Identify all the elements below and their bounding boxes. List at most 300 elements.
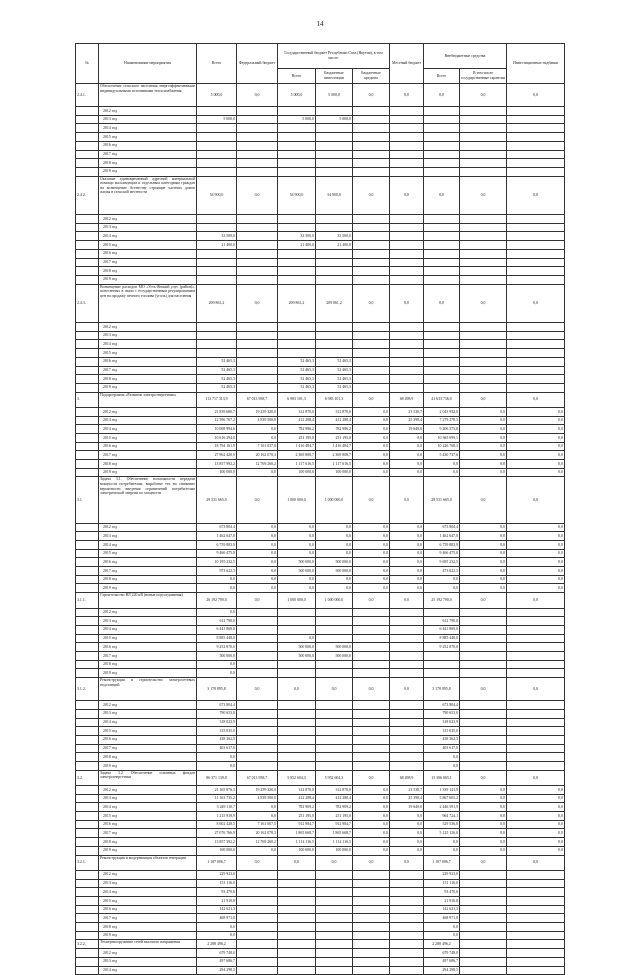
row-year: 2014 год	[99, 124, 197, 133]
local-cell: 0,0	[390, 558, 424, 567]
extra-total-cell	[424, 159, 460, 168]
budget-credits-cell: 0,0	[353, 532, 390, 541]
budget-investments-cell: 52 465,3	[316, 383, 353, 392]
row-year: 2019 год	[99, 669, 197, 678]
extra-total-cell	[424, 669, 460, 678]
budget-credits-cell	[353, 949, 390, 958]
federal-cell	[237, 340, 278, 349]
row-code	[76, 523, 99, 532]
budget-credits-cell	[353, 727, 390, 736]
row-code: 3.2.2.	[76, 940, 99, 949]
table-row-year	[76, 258, 565, 267]
extra-guarantees-cell: 0,0	[460, 434, 507, 443]
local-cell	[390, 625, 424, 634]
row-code: 3.2.	[76, 770, 99, 785]
state-total-cell	[278, 761, 316, 770]
total-cell	[197, 159, 237, 168]
investor-cell	[507, 879, 565, 888]
row-code: 3.1.	[76, 477, 99, 523]
federal-cell	[237, 949, 278, 958]
budget-credits-cell	[353, 905, 390, 914]
budget-credits-cell: 0,0	[353, 407, 390, 416]
state-total-cell	[278, 625, 316, 634]
budget-investments-cell: 1 114 116,5	[316, 838, 353, 847]
state-total-cell	[278, 150, 316, 159]
extra-total-cell: 8 885 448,0	[424, 634, 460, 643]
federal-cell	[237, 215, 278, 224]
total-cell: 52 465,3	[197, 383, 237, 392]
row-year: 2015 год	[99, 133, 197, 142]
federal-cell	[237, 888, 278, 897]
total-cell: 973 622,3	[197, 567, 237, 576]
total-cell: 21 839 680,7	[197, 407, 237, 416]
extra-total-cell	[424, 652, 460, 661]
budget-investments-cell: 6 983 101,3	[316, 392, 353, 407]
state-total-cell	[278, 608, 316, 617]
table-row-year	[76, 159, 565, 168]
row-year: 2015 год	[99, 634, 197, 643]
federal-cell: 0,0	[237, 541, 278, 550]
row-year: 2015 год	[99, 434, 197, 443]
extra-total-cell: 25 192 790,0	[424, 593, 460, 608]
state-total-cell	[278, 923, 316, 932]
budget-investments-cell	[316, 223, 353, 232]
extra-guarantees-cell	[460, 133, 507, 142]
extra-total-cell: 0,0	[424, 931, 460, 940]
budget-investments-cell: 782 909,2	[316, 803, 353, 812]
state-total-cell	[278, 617, 316, 626]
investor-cell	[507, 905, 565, 914]
extra-guarantees-cell: 0,0	[460, 803, 507, 812]
extra-guarantees-cell: 0,0	[460, 770, 507, 785]
row-year: 2013 год	[99, 532, 197, 541]
state-total-cell	[278, 879, 316, 888]
row-code	[76, 949, 99, 958]
total-cell: 8 602 428,5	[197, 820, 237, 829]
row-code	[76, 124, 99, 133]
local-cell: 0,0	[390, 846, 424, 855]
federal-cell	[237, 957, 278, 966]
budget-credits-cell	[353, 133, 390, 142]
budget-credits-cell: 0,0	[353, 442, 390, 451]
extra-total-cell: 438 362,5	[424, 735, 460, 744]
table-row-year	[76, 124, 565, 133]
state-total-cell: 1 117 616,5	[278, 460, 316, 469]
extra-total-cell: 1 107 006,7	[424, 855, 460, 870]
extra-guarantees-cell: 0,0	[460, 541, 507, 550]
extra-guarantees-cell: 0,0	[460, 678, 507, 701]
total-cell	[197, 340, 237, 349]
total-cell: 673 804,4	[197, 523, 237, 532]
budget-investments-cell: 251 195,0	[316, 434, 353, 443]
federal-cell	[237, 870, 278, 879]
table-row-year	[76, 905, 565, 914]
budget-credits-cell: 0,0	[353, 176, 390, 215]
budget-table	[75, 43, 565, 975]
investor-cell: 0,0	[507, 392, 565, 407]
extra-guarantees-cell: 0,0	[460, 812, 507, 821]
total-cell: 468 971,0	[197, 914, 237, 923]
table-row-year	[76, 541, 565, 550]
total-cell	[197, 275, 237, 284]
investor-cell: 0,0	[507, 820, 565, 829]
local-cell	[390, 115, 424, 124]
extra-guarantees-cell	[460, 366, 507, 375]
extra-total-cell: 5 430 737,6	[424, 451, 460, 460]
extra-total-cell: 0,0	[424, 176, 460, 215]
federal-cell	[237, 744, 278, 753]
row-year: 2012 год	[99, 215, 197, 224]
budget-credits-cell	[353, 340, 390, 349]
local-cell: 23 538,7	[390, 786, 424, 795]
budget-credits-cell: 0,0	[353, 812, 390, 821]
budget-investments-cell: 1 416 484,7	[316, 442, 353, 451]
local-cell	[390, 931, 424, 940]
extra-total-cell	[424, 115, 460, 124]
header-state-total: Всего	[278, 69, 316, 84]
budget-investments-cell: 782 986,2	[316, 425, 353, 434]
state-total-cell	[278, 107, 316, 116]
budget-investments-cell: 209 861,2	[316, 284, 353, 323]
row-code	[76, 966, 99, 975]
investor-cell	[507, 914, 565, 923]
investor-cell	[507, 267, 565, 276]
extra-total-cell: 5 125 126,0	[424, 829, 460, 838]
extra-guarantees-cell	[460, 905, 507, 914]
local-cell	[390, 660, 424, 669]
table-row-year	[76, 617, 565, 626]
local-cell	[390, 617, 424, 626]
federal-cell: 0,0	[237, 593, 278, 608]
budget-credits-cell: 0,0	[353, 541, 390, 550]
state-total-cell: 251 195,0	[278, 434, 316, 443]
extra-total-cell: 2 043 952,0	[424, 407, 460, 416]
budget-credits-cell	[353, 652, 390, 661]
table-row-year	[76, 761, 565, 770]
extra-guarantees-cell	[460, 761, 507, 770]
extra-total-cell	[424, 141, 460, 150]
local-cell	[390, 701, 424, 710]
local-cell: 68 498,9	[390, 392, 424, 407]
budget-credits-cell: 0,0	[353, 678, 390, 701]
extra-total-cell: 294 298,5	[424, 966, 460, 975]
table-row-year	[76, 812, 565, 821]
row-year: 2019 год	[99, 383, 197, 392]
extra-guarantees-cell	[460, 966, 507, 975]
local-cell: 0,0	[390, 477, 424, 523]
table-row-year	[76, 375, 565, 384]
total-cell: 1 215 919,9	[197, 812, 237, 821]
federal-cell: 0,0	[237, 575, 278, 584]
table-row-year	[76, 141, 565, 150]
row-year: 2015 год	[99, 549, 197, 558]
local-cell	[390, 669, 424, 678]
extra-total-cell	[424, 375, 460, 384]
budget-investments-cell	[316, 753, 353, 762]
budget-investments-cell	[316, 957, 353, 966]
total-cell: 10 616 294,0	[197, 434, 237, 443]
table-row-year	[76, 549, 565, 558]
local-cell	[390, 608, 424, 617]
extra-total-cell: 5 867 605,2	[424, 794, 460, 803]
extra-total-cell: 9 466 475,0	[424, 549, 460, 558]
state-total-cell	[278, 267, 316, 276]
investor-cell: 0,0	[507, 434, 565, 443]
extra-guarantees-cell	[460, 753, 507, 762]
extra-guarantees-cell: 0,0	[460, 829, 507, 838]
federal-cell	[237, 940, 278, 949]
investor-cell	[507, 718, 565, 727]
investor-cell: 0,0	[507, 549, 565, 558]
state-total-cell	[278, 223, 316, 232]
budget-credits-cell	[353, 150, 390, 159]
investor-cell	[507, 966, 565, 975]
investor-cell	[507, 223, 565, 232]
row-code	[76, 159, 99, 168]
budget-investments-cell: 251 195,0	[316, 812, 353, 821]
investor-cell	[507, 660, 565, 669]
state-total-cell	[278, 888, 316, 897]
row-code	[76, 451, 99, 460]
budget-credits-cell	[353, 634, 390, 643]
state-total-cell	[278, 753, 316, 762]
table-row-year	[76, 829, 565, 838]
budget-investments-cell	[316, 608, 353, 617]
state-total-cell	[278, 709, 316, 718]
budget-credits-cell: 0,0	[353, 820, 390, 829]
row-year: 2014 год	[99, 966, 197, 975]
investor-cell: 0,0	[507, 803, 565, 812]
local-cell	[390, 735, 424, 744]
investor-cell	[507, 133, 565, 142]
table-body	[76, 84, 565, 975]
table-row-year	[76, 652, 565, 661]
extra-total-cell: 473 622,3	[424, 567, 460, 576]
extra-guarantees-cell	[460, 241, 507, 250]
extra-guarantees-cell	[460, 727, 507, 736]
extra-guarantees-cell: 0,0	[460, 549, 507, 558]
budget-credits-cell: 0,0	[353, 558, 390, 567]
budget-investments-cell	[316, 949, 353, 958]
extra-guarantees-cell	[460, 931, 507, 940]
row-year: 2018 год	[99, 838, 197, 847]
row-code	[76, 643, 99, 652]
local-cell: 0,0	[390, 434, 424, 443]
row-code	[76, 331, 99, 340]
budget-credits-cell	[353, 957, 390, 966]
investor-cell	[507, 323, 565, 332]
table-row-year	[76, 794, 565, 803]
budget-investments-cell	[316, 940, 353, 949]
table-row-year	[76, 727, 565, 736]
total-cell: 27 076 766,9	[197, 829, 237, 838]
budget-investments-cell	[316, 617, 353, 626]
budget-investments-cell: 0,0	[316, 532, 353, 541]
budget-investments-cell: 500 000,0	[316, 652, 353, 661]
local-cell	[390, 340, 424, 349]
budget-investments-cell: 1 000 000,0	[316, 477, 353, 523]
investor-cell: 0,0	[507, 812, 565, 821]
state-total-cell: 0,0	[278, 584, 316, 593]
investor-cell	[507, 258, 565, 267]
local-cell	[390, 888, 424, 897]
budget-credits-cell: 0,0	[353, 468, 390, 477]
federal-cell	[237, 223, 278, 232]
row-year: 2017 год	[99, 150, 197, 159]
table-row-year	[76, 150, 565, 159]
federal-cell: 67 013 958,7	[237, 392, 278, 407]
row-year: 2013 год	[99, 223, 197, 232]
table-row-year	[76, 709, 565, 718]
local-cell	[390, 357, 424, 366]
header-state-group: Государственный бюджет Республики Саха (Якутия), в том числе:	[278, 44, 390, 69]
row-year: 2012 год	[99, 701, 197, 710]
budget-credits-cell	[353, 735, 390, 744]
row-code: 2.4.2.	[76, 176, 99, 215]
budget-credits-cell: 0,0	[353, 803, 390, 812]
table-row-year	[76, 167, 565, 176]
extra-total-cell: 468 971,0	[424, 914, 460, 923]
budget-investments-cell: 52 465,3	[316, 375, 353, 384]
budget-table-wrapper	[75, 43, 564, 975]
investor-cell	[507, 340, 565, 349]
header-extra-guarantees: В том числе государственные гарантии	[460, 69, 507, 84]
total-cell: 151 116,0	[197, 879, 237, 888]
row-year: 2016 год	[99, 558, 197, 567]
budget-credits-cell: 0,0	[353, 593, 390, 608]
row-year: 2015 год	[99, 349, 197, 358]
row-year: 2013 год	[99, 709, 197, 718]
federal-cell: 0,0	[237, 812, 278, 821]
extra-total-cell: 6 441 869,0	[424, 625, 460, 634]
federal-cell	[237, 167, 278, 176]
total-cell: 52 465,3	[197, 366, 237, 375]
state-total-cell: 1 416 484,7	[278, 442, 316, 451]
federal-cell	[237, 124, 278, 133]
extra-total-cell: 679 748,0	[424, 949, 460, 958]
investor-cell	[507, 215, 565, 224]
investor-cell: 0,0	[507, 532, 565, 541]
row-year: 2016 год	[99, 905, 197, 914]
state-total-cell: 5 000,0	[278, 84, 316, 107]
extra-total-cell: 2 288 496,2	[424, 940, 460, 949]
budget-credits-cell	[353, 141, 390, 150]
federal-cell	[237, 357, 278, 366]
investor-cell	[507, 957, 565, 966]
federal-cell: 0,0	[237, 468, 278, 477]
total-cell: 0,0	[197, 660, 237, 669]
header-name: Наименование мероприятия	[99, 44, 197, 84]
local-cell: 0,0	[390, 584, 424, 593]
row-year: 2017 год	[99, 258, 197, 267]
investor-cell	[507, 141, 565, 150]
row-name: Задача 3.1. Обеспечение возможности передачи мощности потребителям, выработке тех на снижение вероятности введения ограничений потребителям электрической энергии по мощности	[99, 477, 197, 523]
row-year: 2014 год	[99, 340, 197, 349]
investor-cell: 0,0	[507, 593, 565, 608]
row-year: 2015 год	[99, 727, 197, 736]
budget-investments-cell	[316, 167, 353, 176]
total-cell: 679 748,0	[197, 949, 237, 958]
table-row-year	[76, 753, 565, 762]
budget-investments-cell	[316, 634, 353, 643]
state-total-cell: 52 465,3	[278, 375, 316, 384]
local-cell	[390, 241, 424, 250]
investor-cell	[507, 124, 565, 133]
budget-credits-cell: 0,0	[353, 523, 390, 532]
table-row-year	[76, 870, 565, 879]
extra-guarantees-cell	[460, 957, 507, 966]
row-year: 2019 год	[99, 761, 197, 770]
budget-credits-cell	[353, 643, 390, 652]
table-row-year	[76, 931, 565, 940]
budget-credits-cell	[353, 107, 390, 116]
investor-cell	[507, 625, 565, 634]
budget-credits-cell	[353, 914, 390, 923]
total-cell: 100 000,0	[197, 468, 237, 477]
budget-investments-cell	[316, 215, 353, 224]
row-code	[76, 669, 99, 678]
row-year: 2015 год	[99, 812, 197, 821]
row-year: 2017 год	[99, 567, 197, 576]
investor-cell	[507, 652, 565, 661]
budget-investments-cell	[316, 141, 353, 150]
extra-total-cell	[424, 275, 460, 284]
investor-cell	[507, 608, 565, 617]
extra-total-cell: 229 923,0	[424, 870, 460, 879]
federal-cell	[237, 133, 278, 142]
row-code	[76, 608, 99, 617]
total-cell: 497 686,7	[197, 957, 237, 966]
extra-guarantees-cell: 0,0	[460, 532, 507, 541]
federal-cell	[237, 652, 278, 661]
budget-investments-cell: 1 117 616,5	[316, 460, 353, 469]
table-row-year	[76, 532, 565, 541]
total-cell: 54 900,0	[197, 176, 237, 215]
federal-cell: 0,0	[237, 549, 278, 558]
state-total-cell: 21 400,0	[278, 241, 316, 250]
investor-cell: 0,0	[507, 567, 565, 576]
extra-total-cell: 13 306 065,1	[424, 770, 460, 785]
federal-cell: 0,0	[237, 855, 278, 870]
budget-credits-cell: 0,0	[353, 460, 390, 469]
total-cell: 0,0	[197, 669, 237, 678]
federal-cell: 0,0	[237, 434, 278, 443]
extra-guarantees-cell	[460, 232, 507, 241]
extra-total-cell: 403 617,0	[424, 744, 460, 753]
local-cell: 0,0	[390, 838, 424, 847]
federal-cell	[237, 931, 278, 940]
table-row-year	[76, 701, 565, 710]
table-row-year	[76, 625, 565, 634]
state-total-cell: 500 000,0	[278, 643, 316, 652]
investor-cell: 0,0	[507, 442, 565, 451]
extra-guarantees-cell	[460, 660, 507, 669]
row-code	[76, 701, 99, 710]
local-cell: 0,0	[390, 468, 424, 477]
table-row-year	[76, 879, 565, 888]
extra-total-cell: 9 252 870,0	[424, 643, 460, 652]
extra-guarantees-cell	[460, 643, 507, 652]
table-row-year	[76, 803, 565, 812]
investor-cell	[507, 753, 565, 762]
row-year: 2014 год	[99, 718, 197, 727]
row-code	[76, 923, 99, 932]
federal-cell	[237, 897, 278, 906]
row-name: Оказание единовременной адресной материальной помощи малоимущим и отдельным категориям граждан на возмещение Агентству строящие частных домов жилья в сельской местности	[99, 176, 197, 215]
extra-total-cell: 9 695 232,5	[424, 558, 460, 567]
state-total-cell	[278, 914, 316, 923]
local-cell	[390, 718, 424, 727]
